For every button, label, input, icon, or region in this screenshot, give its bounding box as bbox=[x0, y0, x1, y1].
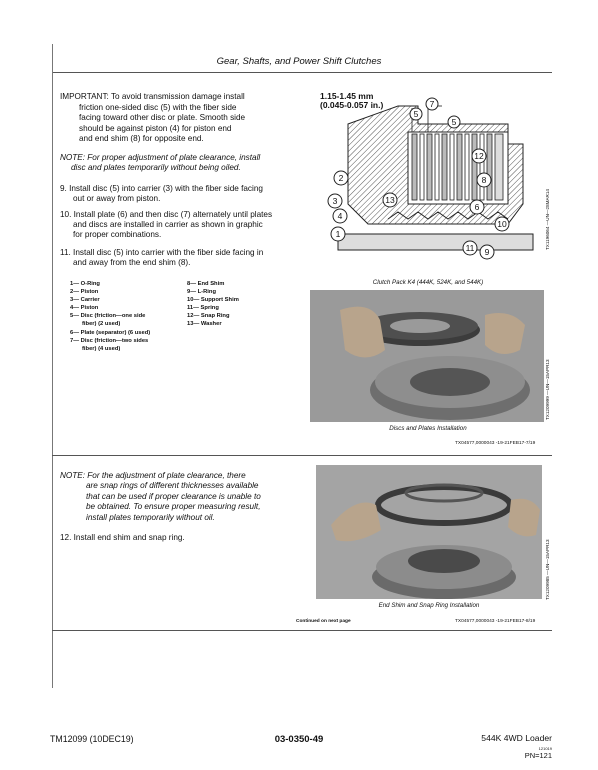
discs-plates-photo bbox=[310, 290, 544, 422]
legend-item: 4— Piston bbox=[70, 305, 99, 312]
note-line: NOTE: For proper adjustment of plate clearance, install bbox=[60, 153, 261, 162]
dimension-in: (0.045-0.057 in.) bbox=[320, 100, 384, 110]
legend-item: 12— Snap Ring bbox=[187, 313, 230, 320]
legend-item: fiber) (4 used) bbox=[82, 345, 121, 352]
photo-1-svg bbox=[310, 290, 544, 422]
callout-13: 13 bbox=[385, 195, 395, 205]
important-line: IMPORTANT: To avoid transmission damage install bbox=[60, 92, 245, 101]
step-line: and away from the end shim (8). bbox=[73, 258, 191, 268]
margin-line bbox=[52, 44, 53, 688]
legend-item: 8— End Shim bbox=[187, 281, 225, 287]
legend-item: 10— Support Shim bbox=[187, 297, 239, 304]
dimension-label bbox=[320, 92, 383, 110]
note-line: are snap rings of different thicknesses available bbox=[86, 481, 259, 491]
legend-item: 1— O-Ring bbox=[70, 281, 100, 287]
step-line: 11. Install disc (5) into carrier with the fiber side facing in bbox=[60, 248, 264, 257]
note-line: be obtained. To ensure proper measuring result, bbox=[86, 502, 261, 512]
photo2-caption: End Shim and Snap Ring Installation bbox=[378, 602, 480, 609]
callout-11: 11 bbox=[465, 243, 475, 253]
step-12: 12. Install end shim and snap ring. bbox=[60, 533, 185, 542]
ref-id-2: TX04577,0000043 -19-21FEB17-8/19 bbox=[455, 619, 536, 624]
section-title: Gear, Shafts, and Power Shift Clutches bbox=[216, 56, 382, 67]
callout-4: 4 bbox=[337, 211, 343, 221]
step-line: for proper combinations. bbox=[73, 230, 162, 240]
legend-item: 2— Piston bbox=[70, 289, 99, 296]
important-block bbox=[60, 92, 300, 145]
pn-label: PN=121 bbox=[524, 751, 552, 760]
legend-left bbox=[70, 280, 185, 353]
note-line: install plates temporarily without oil. bbox=[86, 512, 215, 522]
photo1-caption: Discs and Plates Installation bbox=[389, 425, 467, 432]
photo1-side-id: TX1209999 —UN—15APR13 bbox=[545, 359, 550, 420]
legend-item: 7— Disc (friction—two sides bbox=[70, 337, 149, 344]
continued-note: Continued on next page bbox=[296, 619, 351, 624]
note-line: NOTE: For the adjustment of plate clearance, there bbox=[60, 471, 246, 480]
step-10 bbox=[60, 210, 300, 241]
small-code: 121019 bbox=[538, 746, 552, 751]
legend-item: 5— Disc (friction—one side bbox=[70, 313, 146, 320]
diagram-side-id: TX1196064 —UN—28MAR14 bbox=[545, 189, 550, 250]
photo2-side-id: TX1209985 —UN—15APR13 bbox=[545, 539, 550, 600]
note-block bbox=[60, 153, 300, 174]
dimension-mm: 1.15-1.45 mm bbox=[320, 91, 374, 101]
callout-7: 7 bbox=[429, 99, 435, 109]
callout-9: 9 bbox=[484, 247, 490, 257]
clutch-diagram-svg bbox=[308, 84, 548, 274]
important-line: and end shim (8) for opposite end. bbox=[79, 134, 204, 144]
end-shim-photo bbox=[316, 465, 542, 599]
note-line: that can be used if proper clearance is unable to bbox=[86, 491, 261, 501]
callout-3: 3 bbox=[332, 196, 338, 206]
callout-12: 12 bbox=[474, 151, 484, 161]
callout-5b: 5 bbox=[451, 117, 457, 127]
step-line: 10. Install plate (6) and then disc (7) alternately until plates bbox=[60, 210, 273, 219]
callout-2: 2 bbox=[338, 173, 344, 183]
important-line: should be against piston (4) for piston end bbox=[79, 123, 232, 133]
callout-1: 1 bbox=[335, 229, 341, 239]
callout-8: 8 bbox=[481, 175, 487, 185]
header-rule bbox=[52, 72, 552, 73]
model-name: 544K 4WD Loader bbox=[481, 733, 552, 743]
page-code: 03-0350-49 bbox=[274, 734, 324, 745]
step-line: and discs are installed in carrier as shown in graphic bbox=[73, 220, 263, 230]
legend-right bbox=[187, 280, 297, 329]
legend-item: 6— Plate (separator) (6 used) bbox=[70, 329, 151, 336]
shaft-shape bbox=[338, 234, 533, 250]
step-line: out or away from piston. bbox=[73, 194, 161, 204]
ref-id-1: TX04577,0000043 -19-21FEB17-7/19 bbox=[455, 441, 536, 446]
manual-id: TM12099 (10DEC19) bbox=[50, 734, 134, 744]
callout-10: 10 bbox=[497, 219, 507, 229]
clutch-pack-diagram bbox=[308, 84, 548, 274]
diagram-caption: Clutch Pack K4 (444K, 524K, and 544K) bbox=[372, 279, 484, 286]
callout-5a: 5 bbox=[413, 109, 419, 119]
important-line: friction one-sided disc (5) with the fiber side bbox=[79, 102, 237, 112]
legend-item: 9— L-Ring bbox=[187, 289, 216, 296]
section-divider-2 bbox=[52, 630, 552, 631]
important-line: facing toward other disc or plate. Smooth side bbox=[79, 113, 246, 123]
legend-item: fiber) (2 used) bbox=[82, 321, 121, 328]
callout-6: 6 bbox=[474, 202, 480, 212]
note-line: disc and plates temporarily without being oiled. bbox=[71, 163, 241, 173]
photo-2-svg bbox=[316, 465, 542, 599]
note-block-2 bbox=[60, 471, 300, 523]
legend-item: 3— Carrier bbox=[70, 297, 100, 304]
legend-item: 13— Washer bbox=[187, 321, 222, 328]
step-9 bbox=[60, 184, 300, 204]
legend-item: 11— Spring bbox=[187, 305, 219, 312]
section-divider bbox=[52, 455, 552, 456]
step-line: 9. Install disc (5) into carrier (3) with the fiber side facing bbox=[60, 184, 263, 193]
step-11 bbox=[60, 248, 300, 268]
